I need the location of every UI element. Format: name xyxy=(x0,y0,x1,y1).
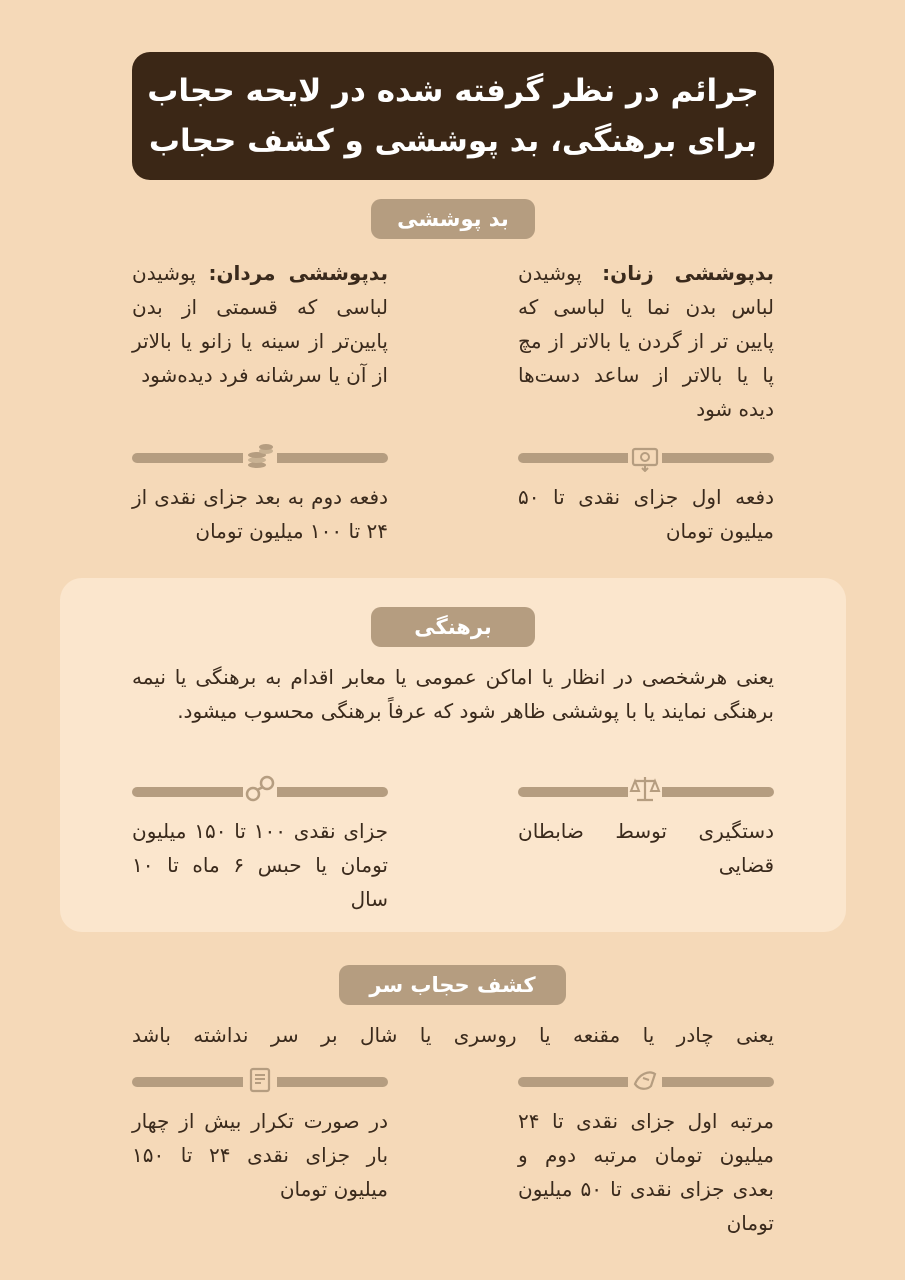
cash-icon xyxy=(628,440,662,474)
women-text: پوشیدن لباس بدن نما یا لباسی که پایین تر از گردن یا بالاتر از مچ پا یا بالاتر از ساعد دست‌ها دیده شود xyxy=(518,261,774,421)
nudity-description: یعنی هرشخصی در انظار یا اماکن عمومی یا معابر اقدام به برهنگی یا نیمه برهنگی نمایند یا با پوششی ظاهر شود که عرفاً برهنگی محسوب میشود. xyxy=(132,665,774,723)
unveiling-description: یعنی چادر یا مقنعه یا روسری یا شال بر سر نداشته باشد xyxy=(132,1023,774,1047)
title-line-1: جرائم در نظر گرفته شده در لایحه حجاب xyxy=(147,73,759,109)
women-penalty: دفعه اول جزای نقدی تا ۵۰ میلیون تومان xyxy=(518,485,774,543)
women-definition xyxy=(518,256,774,426)
women-label: بدپوششی زنان: xyxy=(602,261,774,285)
nudity-left-text: جزای نقدی ۱۰۰ تا ۱۵۰ میلیون تومان یا حبس ۶ ماه تا ۱۰ سال xyxy=(132,819,389,911)
section-heading-nudity: برهنگی xyxy=(371,607,535,647)
men-text: پوشیدن لباسی که قسمتی از بدن پایین‌تر از سینه یا زانو یا بالاتر از آن یا سرشانه فرد دیده‌شود xyxy=(132,261,388,387)
men-penalty: دفعه دوم به بعد جزای نقدی از ۲۴ تا ۱۰۰ میلیون تومان xyxy=(132,485,388,543)
page-title xyxy=(132,52,774,180)
handcuffs-icon xyxy=(243,772,277,806)
nudity-right-text: دستگیری توسط ضابطان قضایی xyxy=(518,819,774,877)
scales-icon xyxy=(628,772,662,806)
title-line-2: برای برهنگی، بد پوششی و کشف حجاب xyxy=(148,123,758,159)
unveiling-right-text: مرتبه اول جزای نقدی تا ۲۴ میلیون تومان مرتبه دوم و بعدی جزای نقدی تا ۵۰ میلیون تومان xyxy=(518,1109,774,1235)
money-hand-icon xyxy=(628,1063,662,1097)
coins-icon xyxy=(243,440,277,474)
section-heading-unveiling: کشف حجاب سر xyxy=(339,965,566,1005)
section-heading-bad-covering: بد پوششی xyxy=(371,199,535,239)
document-icon xyxy=(243,1063,277,1097)
men-definition xyxy=(132,256,388,392)
men-label: بدپوششی مردان: xyxy=(208,261,388,285)
unveiling-left-text: در صورت تکرار بیش از چهار بار جزای نقدی ۲۴ تا ۱۵۰ میلیون تومان xyxy=(132,1109,389,1201)
